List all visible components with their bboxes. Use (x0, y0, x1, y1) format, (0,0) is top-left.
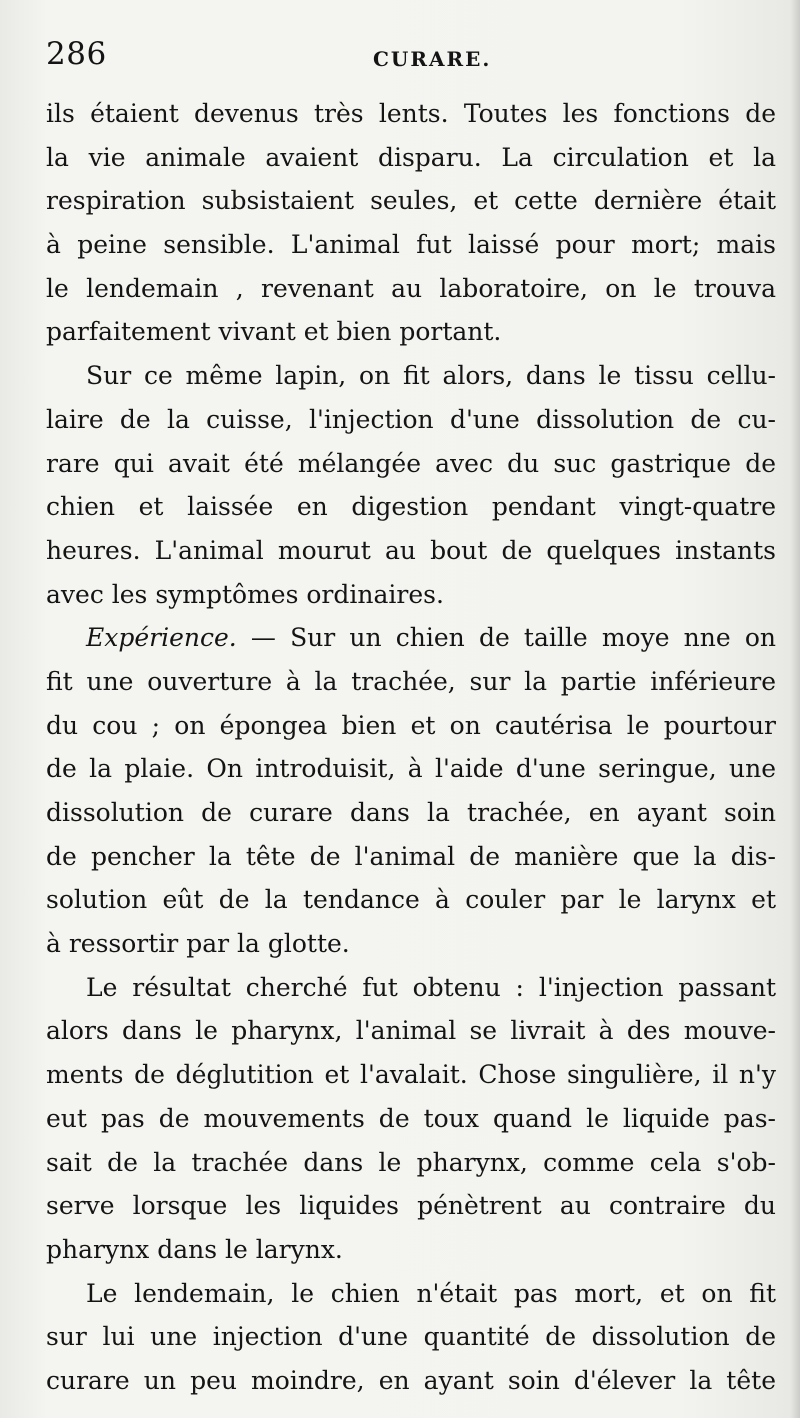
text-line: dissolution de curare dans la trachée, en ayant soin (46, 798, 776, 827)
text-line: chien et laissée en digestion pendant vingt-quatre (46, 492, 776, 522)
text-line: sur lui une injection d'une quantité de dissolution de (46, 1322, 776, 1352)
text-line: à peine sensible. L'animal fut laissé pour mort; mais (46, 230, 776, 260)
text-line: rare qui avait été mélangée avec du suc gastrique de (46, 448, 776, 478)
text-line: avec les symptômes ordinaires. (46, 579, 444, 609)
experience-heading: Expérience. (86, 623, 237, 653)
text-line: respiration subsistaient seules, et cette dernière était (46, 186, 776, 216)
text-line: Le résultat cherché fut obtenu : l'injection passant (86, 972, 776, 1002)
text-line: curare un peu moindre, en ayant soin d'élever la tête (46, 1365, 776, 1395)
running-head (46, 36, 746, 80)
text-line: ils étaient devenus très lents. Toutes les fonctions de (46, 99, 776, 128)
text-line: pharynx dans le larynx. (46, 1234, 343, 1264)
text-line: du cou ; on épongea bien et on cautérisa le pourtour (46, 710, 776, 740)
text-line: eut pas de mouvements de toux quand le liquide pas- (46, 1103, 776, 1133)
body-text (46, 92, 776, 1403)
text-line: alors dans le pharynx, l'animal se livrait à des mouve- (46, 1016, 776, 1046)
text-line: solution eût de la tendance à couler par le larynx et (46, 885, 776, 915)
text-line: Sur ce même lapin, on fit alors, dans le tissu cellu- (86, 361, 776, 391)
running-title: CURARE. (373, 47, 492, 71)
text-line: heures. L'animal mourut au bout de quelques instants (46, 535, 776, 565)
text-line: sait de la trachée dans le pharynx, comme cela s'ob- (46, 1147, 776, 1177)
text-line-experience (46, 616, 776, 660)
text-line: de la plaie. On introduisit, à l'aide d'une seringue, une (46, 754, 776, 784)
text-line: serve lorsque les liquides pénètrent au contraire du (46, 1191, 776, 1221)
text-line: le lendemain , revenant au laboratoire, on le trouva (46, 273, 776, 303)
text-line: à ressortir par la glotte. (46, 929, 350, 959)
text-line: de pencher la tête de l'animal de manière que la dis- (46, 841, 776, 871)
text-line: Le lendemain, le chien n'était pas mort, et on fit (86, 1278, 776, 1308)
page-number: 286 (46, 36, 107, 72)
text-line: fit une ouverture à la trachée, sur la partie inférieure (46, 666, 776, 696)
text-line: parfaitement vivant et bien portant. (46, 317, 502, 347)
text-line: la vie animale avaient disparu. La circulation et la (46, 142, 776, 172)
page-edge-shadow (790, 0, 800, 1418)
experience-line-rest: — Sur un chien de taille moye nne on (236, 623, 776, 653)
text-line: ments de déglutition et l'avalait. Chose singulière, il n'y (46, 1060, 776, 1090)
text-line: laire de la cuisse, l'injection d'une dissolution de cu- (46, 404, 776, 434)
